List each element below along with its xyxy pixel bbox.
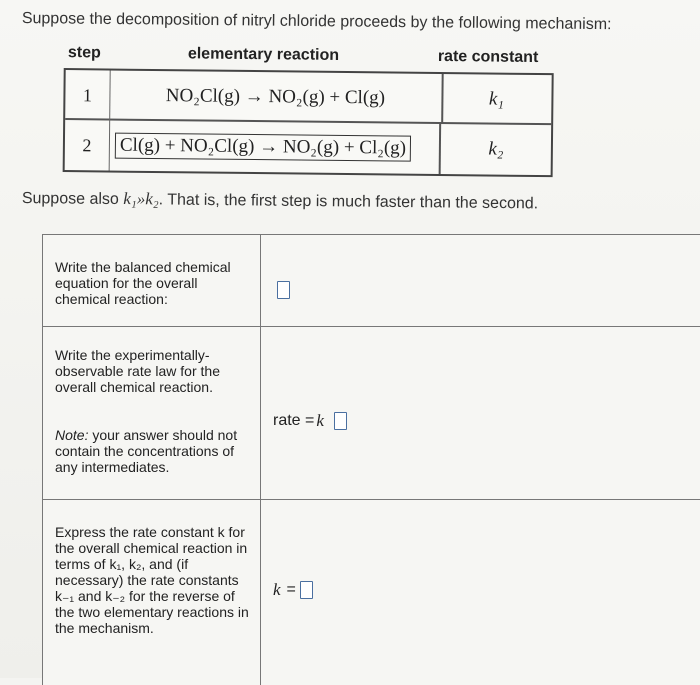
- rate-constant-symbol: k: [316, 411, 324, 430]
- question-row-rate-law: [43, 327, 700, 500]
- equals-sign: =: [286, 581, 296, 598]
- note-text: your answer should not contain the concentrations of any intermediates.: [55, 427, 238, 475]
- rate-constant-symbol: k: [273, 580, 281, 599]
- step-number: 1: [65, 70, 111, 120]
- rate-constant: k₁: [488, 88, 505, 110]
- question-prompt: Write the experimentally-observable rate law for the overall chemical reaction.: [55, 347, 220, 395]
- header-elementary-reaction: elementary reaction: [187, 45, 340, 64]
- assumption-text: [22, 188, 538, 213]
- question-note: [55, 427, 255, 475]
- assumption-math: k₁»k₂: [123, 189, 159, 209]
- mechanism-grid: [63, 68, 554, 177]
- question-cell: [43, 327, 261, 499]
- assumption-prefix: Suppose also: [21, 189, 124, 209]
- assumption-suffix: . That is, the first step is much faster than the second.: [158, 191, 539, 213]
- question-prompt: Write the balanced chemical equation for the overall chemical reaction:: [55, 259, 231, 307]
- step-number: 2: [65, 120, 111, 170]
- rate-constant-input[interactable]: [300, 581, 313, 599]
- answer-cell: [273, 281, 290, 299]
- rate-law-input[interactable]: [334, 412, 347, 430]
- mechanism-row-1: [65, 70, 551, 125]
- rate-label: rate =: [273, 412, 315, 429]
- rate-constant: k₂: [488, 138, 504, 160]
- header-rate-constant: rate constant: [437, 47, 539, 67]
- mechanism-table: [59, 42, 560, 187]
- header-step: step: [67, 44, 101, 62]
- question-prompt: Express the rate constant k for the overall chemical reaction in terms of k₁, k₂, and (if necessary) the rate constants k₋₁ and k₋₂ for the reverse of the two elementary reactions in the mechanism.: [55, 524, 249, 636]
- reaction-text: NO₂Cl(g) → NO₂(g) + Cl(g): [165, 85, 386, 109]
- intro-text: Suppose the decomposition of nitryl chloride proceeds by the following mechanism:: [21, 9, 612, 34]
- answer-cell: [273, 411, 347, 431]
- elementary-reaction: [109, 121, 442, 174]
- question-row-balanced-equation: [43, 235, 700, 327]
- question-table: [42, 234, 700, 685]
- question-cell: [43, 235, 261, 326]
- answer-cell: [273, 580, 313, 600]
- note-label: Note:: [55, 427, 89, 443]
- balanced-equation-input[interactable]: [277, 281, 290, 299]
- question-cell: [43, 500, 261, 685]
- mechanism-row-2: [65, 120, 551, 175]
- reaction-text: Cl(g) + NO₂Cl(g) → NO₂(g) + Cl₂(g): [115, 133, 411, 162]
- elementary-reaction: [109, 71, 444, 124]
- question-row-rate-constant: [43, 500, 700, 685]
